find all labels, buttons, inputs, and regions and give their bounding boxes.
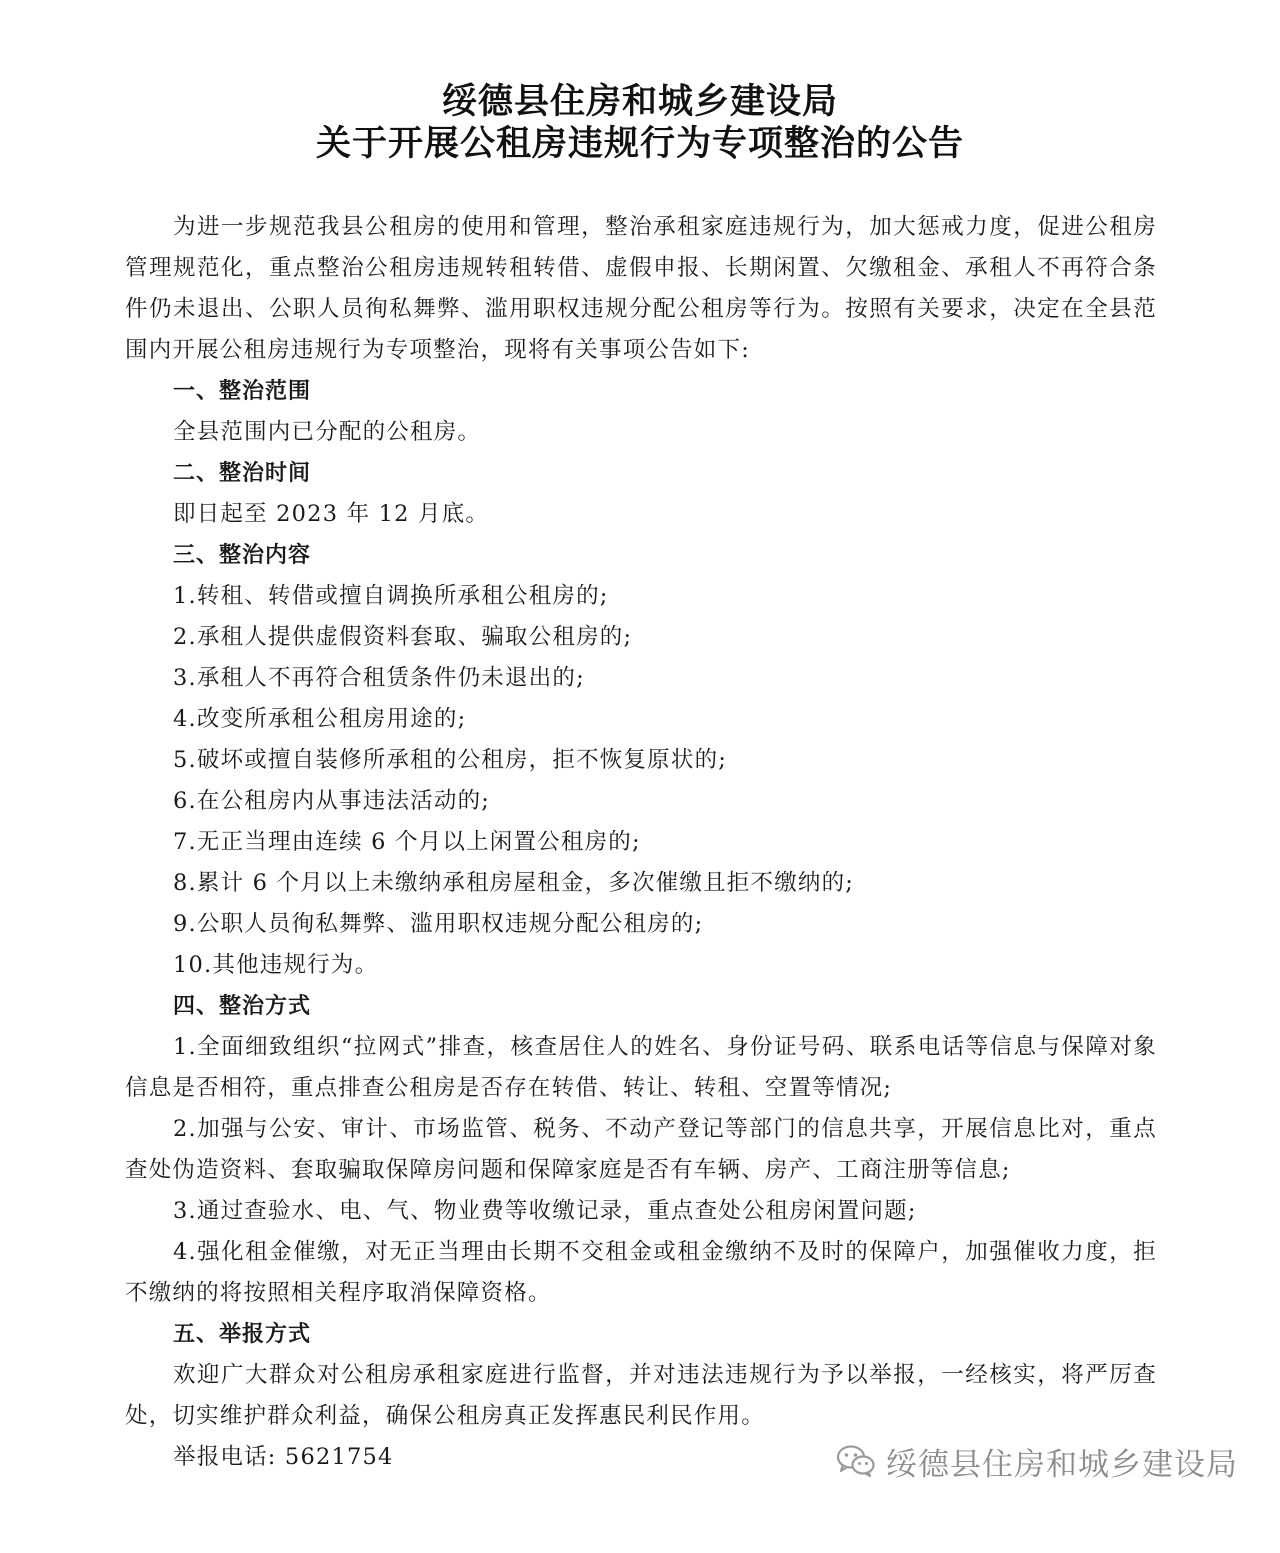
list-item: 4.强化租金催缴，对无正当理由长期不交租金或租金缴纳不及时的保障户，加强催收力度，拒不缴纳的将按照相关程序取消保障资格。 bbox=[125, 1239, 1157, 1306]
section-text-report: 欢迎广大群众对公租房承租家庭进行监督，并对违法违规行为予以举报，一经核实，将严厉查处，切实维护群众利益，确保公租房真正发挥惠民利民作用。 bbox=[125, 1362, 1157, 1429]
list-item: 3.通过查验水、电、气、物业费等收缴记录，重点查处公租房闲置问题; bbox=[173, 1198, 917, 1224]
section-heading-method: 四、整治方式 bbox=[173, 994, 312, 1019]
source-watermark bbox=[836, 1441, 1238, 1481]
list-item: 4.改变所承租公租房用途的; bbox=[173, 706, 467, 732]
list-item: 2.承租人提供虚假资料套取、骗取公租房的; bbox=[173, 624, 633, 650]
list-item: 7.无正当理由连续 6 个月以上闲置公租房的; bbox=[173, 829, 641, 855]
list-item: 3.承租人不再符合租赁条件仍未退出的; bbox=[173, 665, 585, 691]
list-item: 2.加强与公安、审计、市场监管、税务、不动产登记等部门的信息共享，开展信息比对，重点查处伪造资料、套取骗取保障房问题和保障家庭是否有车辆、房产、工商注册等信息; bbox=[125, 1116, 1157, 1183]
list-item: 9.公职人员徇私舞弊、滥用职权违规分配公租房的; bbox=[173, 911, 704, 937]
list-item: 6.在公租房内从事违法活动的; bbox=[173, 788, 491, 814]
section-text-scope: 全县范围内已分配的公租房。 bbox=[173, 419, 482, 445]
list-item: 8.累计 6 个月以上未缴纳承租房屋租金，多次催缴且拒不缴纳的; bbox=[173, 870, 855, 896]
watermark-text: 绥德县住房和城乡建设局 bbox=[886, 1446, 1238, 1483]
list-item: 1.全面细致组织“拉网式”排查，核查居住人的姓名、身份证号码、联系电话等信息与保障对象信息是否相符，重点排查公租房是否存在转借、转让、转租、空置等情况; bbox=[125, 1034, 1157, 1101]
list-item: 5.破坏或擅自装修所承租的公租房，拒不恢复原状的; bbox=[173, 747, 728, 773]
section-heading-report: 五、举报方式 bbox=[173, 1322, 312, 1347]
list-item: 10.其他违规行为。 bbox=[173, 952, 379, 978]
document-title-line1: 绥德县住房和城乡建设局 bbox=[441, 82, 838, 122]
section-heading-scope: 一、整治范围 bbox=[173, 379, 312, 404]
section-text-time: 即日起至 2023 年 12 月底。 bbox=[173, 501, 490, 527]
report-hotline: 举报电话: 5621754 bbox=[173, 1444, 394, 1470]
intro-paragraph: 为进一步规范我县公租房的使用和管理，整治承租家庭违规行为，加大惩戒力度，促进公租房管理规范化，重点整治公租房违规转租转借、虚假申报、长期闲置、欠缴租金、承租人不再符合条件仍未退出、公职人员徇私舞弊、滥用职权违规分配公租房等行为。按照有关要求，决定在全县范围内开展公租房违规行为专项整治，现将有关事项公告如下: bbox=[125, 214, 1157, 363]
section-heading-time: 二、整治时间 bbox=[173, 461, 312, 486]
document-body bbox=[125, 207, 1157, 1478]
list-item: 1.转租、转借或擅自调换所承租公租房的; bbox=[173, 583, 609, 609]
document-title-line2: 关于开展公租房违规行为专项整治的公告 bbox=[315, 124, 964, 164]
section-heading-content: 三、整治内容 bbox=[173, 543, 312, 568]
wechat-icon bbox=[836, 1444, 876, 1478]
